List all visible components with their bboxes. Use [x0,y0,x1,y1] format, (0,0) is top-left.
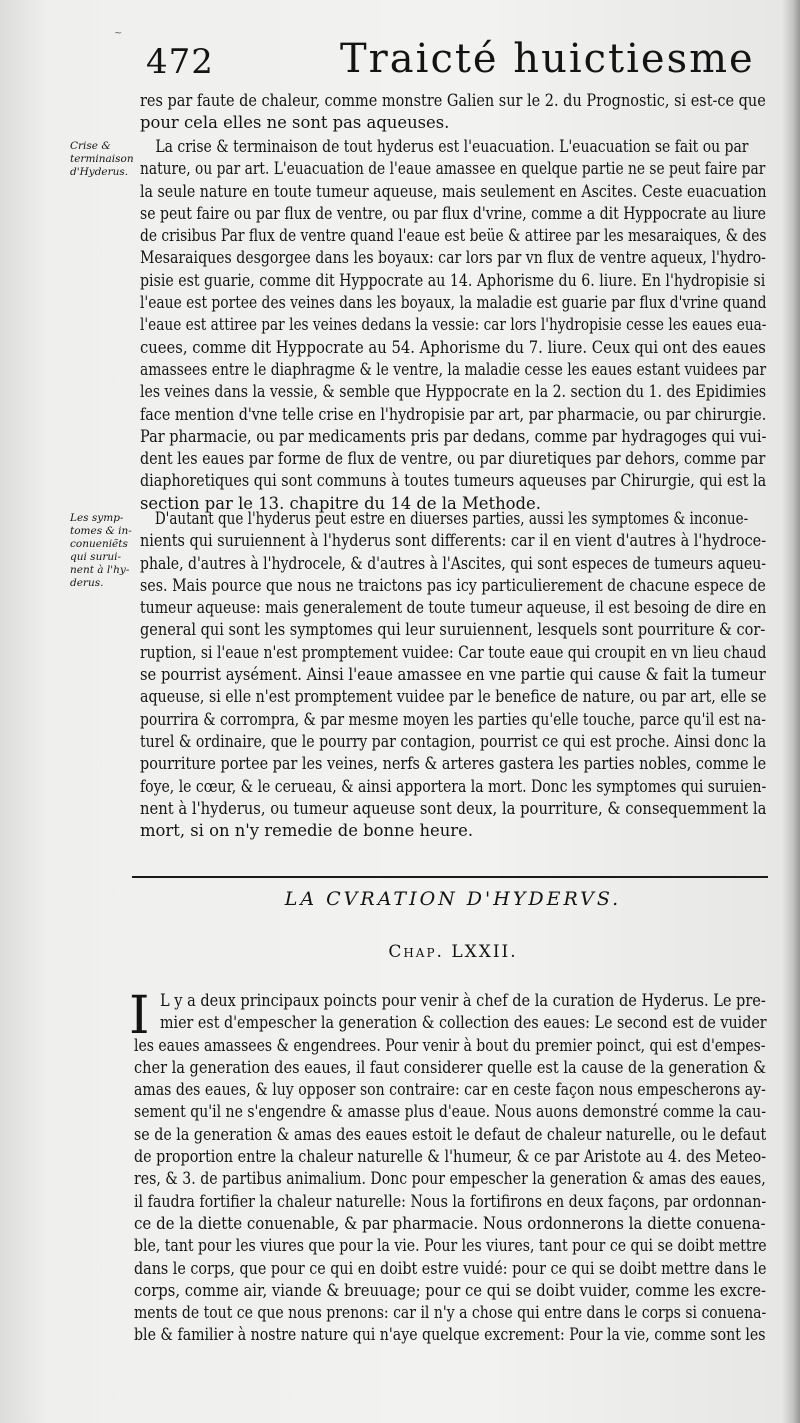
text-line: de proportion entre la chaleur naturelle & l'humeur, & ce par Aristote au 4. des Meteo- [134,1147,767,1167]
text-line: La crise & terminaison de tout hyderus est l'euacuation. L'euacuation se fait ou par [155,137,749,156]
text-line: nature, ou par art. L'euacuation de l'eaue amassee en quelque partie ne se peut faire par [140,159,766,179]
margin-note-line: qui surui- [70,551,122,563]
margin-note-line: terminaison [70,153,134,165]
chapter-heading: Chap. LXXII. [388,942,518,962]
text-line: phale, d'autres à l'hydrocele, & d'autres à l'Ascites, qui sont especes de tumeurs aqueu- [140,553,766,573]
text-line: dans le corps, que pour ce qui en doibt estre vuidé: pour ce qui se doibt mettre dans le [134,1258,767,1278]
text-line: nients qui suruiennent à l'hyderus sont differents: car il en vient d'autres à l'hydroce- [140,531,767,551]
text-line: Par pharmacie, ou par medicaments pris par dedans, comme par hydragoges qui vui- [140,426,767,446]
margin-note-symptomes [70,512,138,590]
text-line: ses. Mais pource que nous ne traictons pas icy particulierement de chacune espece de [140,575,766,595]
text-line: diaphoretiques qui sont communs à toutes tumeurs aqueuses par Chirurgie, qui est la [140,471,767,491]
text-line: pour cela elles ne sont pas aqueuses. [140,113,450,133]
text-line: se pourrist aysément. Ainsi l'eaue amassee en vne partie qui cause & fait la tumeur [140,665,766,685]
margin-note-line: Crise & [70,140,111,152]
text-line: amas des eaues, & luy opposer son contraire: car en ceste façon nous empescherons ay- [134,1080,766,1100]
text-line: cher la generation des eaues, il faut considerer quelle est la cause de la generation & [134,1057,767,1077]
text-line: se de la generation & amas des eaues estoit le defaut de chaleur naturelle, ou le defaut [134,1124,767,1144]
paragraph-crise [140,136,766,515]
text-line: pourriture portee par les veines, nerfs & arteres gastera les parties nobles, comme le [140,754,767,774]
text-line: corps, comme air, viande & breuuage; pour ce qui se doibt vuider, comme les excre- [134,1280,766,1300]
text-line: il faudra fortifier la chaleur naturelle: Nous la fortifirons en deux façons, par ordonnan- [134,1191,767,1211]
text-line: general qui sont les symptomes qui leur suruiennent, lesquels sont pourriture & cor- [140,620,766,640]
text-line: aqueuse, si elle n'est promptement vuidee par le benefice de nature, ou par art, elle se [140,687,767,707]
drop-cap: I [129,986,150,1046]
text-line: res, & 3. de partibus animalium. Donc pour empescher la generation & amas des eaues, [134,1169,766,1189]
text-line: pourrira & corrompra, & par mesme moyen les parties qu'elle touche, parce qu'il est na- [140,709,766,729]
text-line: cuees, comme dit Hyppocrate au 54. Aphorisme du 7. liure. Ceux qui ont des eaues [140,337,766,357]
margin-note-crise [70,140,138,179]
page-gutter-shadow [782,0,800,1423]
text-line: la seule nature en toute tumeur aqueuse, mais seulement en Ascites. Ceste euacuation [140,181,767,201]
text-line: ble & familier à nostre nature qui n'aye quelque excrement: Pour la vie, comme sont les [134,1325,766,1345]
text-line: sement qu'il ne s'engendre & amasse plus d'eaue. Nous auons demonstré comme la cau- [134,1102,766,1122]
margin-note-line: Les symp- [70,512,124,524]
text-line: ments de tout ce que nous prenons: car il n'y a chose qui entre dans le corps si conuena- [134,1303,767,1323]
running-head: Traicté huictiesme [340,36,755,82]
paragraph-curation [134,990,767,1347]
text-line: ble, tant pour les viures que pour la vie. Pour les viures, tant pour ce qui se doibt mettre [134,1236,767,1256]
text-line: pisie est guarie, comme dit Hyppocrate au 14. Aphorisme du 6. liure. En l'hydropisie si [140,270,766,290]
margin-note-line: tomes & in- [70,525,132,537]
margin-note-line: derus. [70,577,104,589]
margin-note-line: conueniẽts [70,538,128,550]
text-line: ce de la diette conuenable, & par pharmacie. Nous ordonnerons la diette conuena- [134,1213,766,1233]
text-line: tumeur aqueuse: mais generalement de toute tumeur aqueuse, il est besoing de dire en [140,598,767,618]
text-line: l'eaue est attiree par les veines dedans la vessie: car lors l'hydropisie cesse les eaues eua- [140,315,767,335]
text-line: dent les eaues par forme de flux de ventre, ou par diuretiques par dehors, comme par [140,449,766,469]
text-line: de crisibus Par flux de ventre quand l'eaue est beüe & attiree par les mesaraiques, & des [140,226,767,246]
page-number: 472 [146,42,214,82]
text-line: se peut faire ou par flux de ventre, ou par flux d'vrine, comme a dit Hyppocrate au liure [140,203,766,223]
text-line: nent à l'hyderus, ou tumeur aqueuse sont deux, la pourriture, & consequemment la [140,798,767,818]
text-line: section par le 13. chapitre du 14 de la Methode. [140,493,541,513]
text-line: D'autant que l'hyderus peut estre en diuerses parties, aussi les symptomes & inconue- [154,509,749,528]
text-line: Mesaraiques desgorgee dans les boyaux: car lors par vn flux de ventre aqueux, l'hydro- [140,248,766,268]
text-line: face mention d'vne telle crise en l'hydropisie par art, par pharmacie, ou par chirurgie. [140,404,767,424]
text-line: turel & ordinaire, que le pourry par contagion, pourrist ce qui est proche. Ainsi donc la [140,731,767,751]
text-line: ruption, si l'eaue n'est promptement vuidee: Car toute eaue qui croupit en vn lieu chaud [140,642,767,662]
text-line: mort, si on n'y remedie de bonne heure. [140,821,474,841]
text-line: les eaues amassees & engendrees. Pour venir à bout du premier poinct, qui est d'empes- [134,1035,766,1055]
text-line: les veines dans la vessie, & semble que Hyppocrate en la 2. section du 1. des Epidimies [140,382,767,402]
paragraph-symptomes [140,508,766,842]
text-line: mier est d'empescher la generation & collection des eaues: Le second est de vuider [160,1013,767,1033]
text-line: L y a deux principaux poincts pour venir à chef de la curation de Hyderus. Le pre- [160,991,766,1010]
catch-mark: ~ [114,28,123,39]
section-divider [132,876,768,878]
text-line: amassees entre le diaphragme & le ventre, la maladie cesse les eaues estant vuidees par [140,359,767,379]
text-line: res par faute de chaleur, comme monstre Galien sur le 2. du Prognostic, si est-ce que [140,91,766,110]
text-line: foye, le cœur, & le cerueau, & ainsi apportera la mort. Donc les symptomes qui suruien- [140,776,767,796]
text-line: l'eaue est portee des veines dans les boyaux, la maladie est guarie par flux d'vrine quand [140,293,767,313]
section-title: LA CVRATION D'HYDERVS. [284,888,622,910]
margin-note-line: nent à l'hy- [70,564,130,576]
continuation-paragraph [140,90,766,135]
margin-note-line: d'Hyderus. [70,166,129,178]
